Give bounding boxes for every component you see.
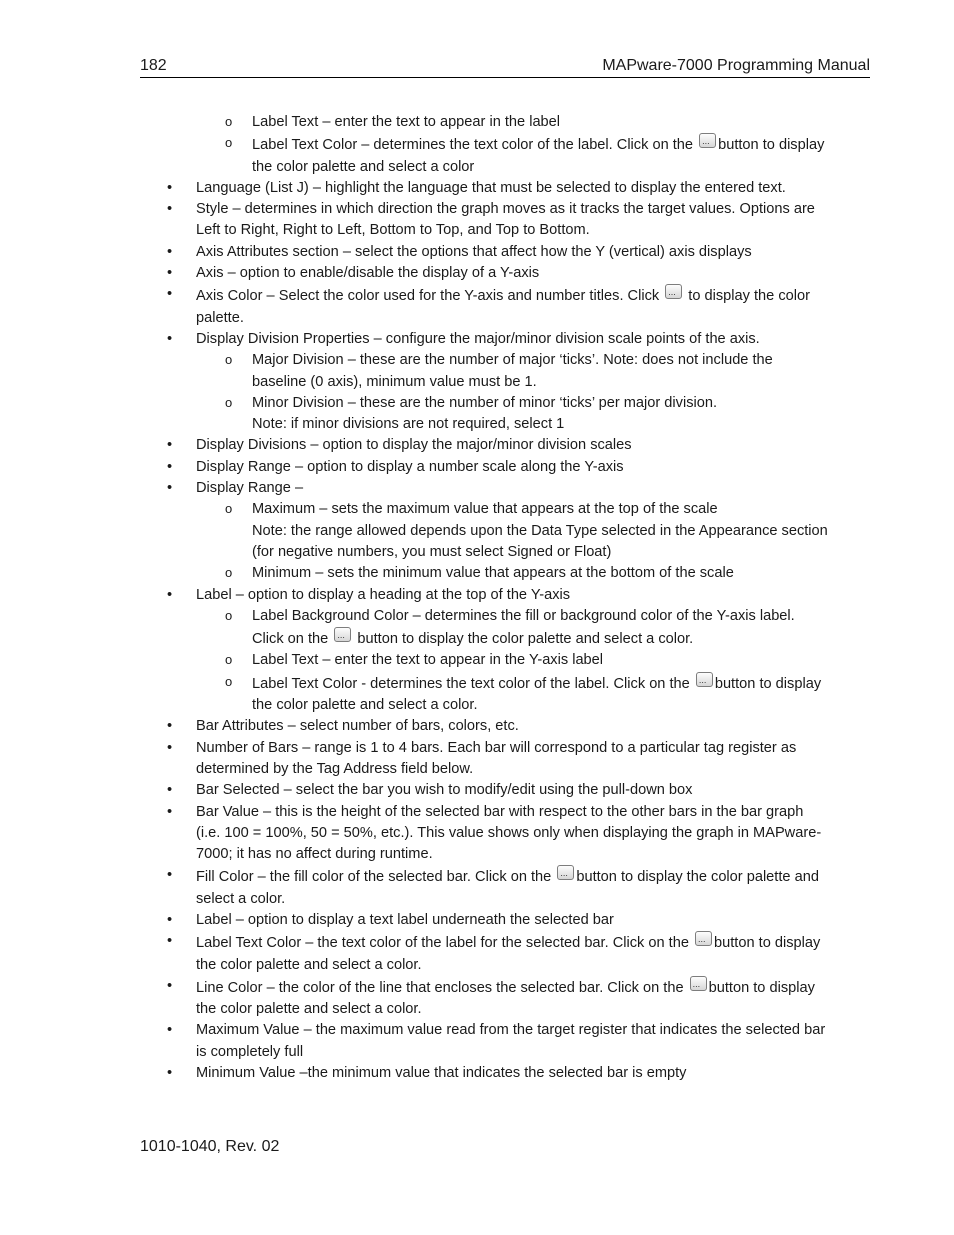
bullet-item [140,478,830,499]
item-text: Label – option to display a text label underneath the selected bar [196,911,614,928]
item-text: Axis Color – Select the color used for the Y-axis and number titles. Click [196,288,664,305]
bullet-item [140,976,830,1021]
item-text: Maximum Value – the maximum value read from the target register that indicates the selected bar is completely full [196,1022,826,1060]
ellipsis-button-icon [699,133,716,148]
sub-bullet-item [140,499,830,563]
item-text: Minimum Value –the minimum value that indicates the selected bar is empty [196,1065,687,1082]
manual-title: MAPware-7000 Programming Manual [602,57,870,74]
item-text: Major Division – these are the number of major ‘ticks’. Note: does not include the baseline (0 axis), minimum value must be 1. [252,352,773,390]
page-footer [140,1136,279,1158]
item-text: Maximum – sets the maximum value that appears at the top of the scale [252,501,718,518]
item-text: Display Range – option to display a number scale along the Y-axis [196,458,624,475]
bullet-item [140,780,830,801]
item-text: button to display the color palette and select a color. [353,631,694,648]
body-content [140,112,830,1084]
item-text: Label Text – enter the text to appear in the Y-axis label [252,652,604,669]
bullet-item [140,910,830,931]
bullet-item [140,1020,830,1063]
item-text: Note: if minor divisions are not required, select 1 [252,416,565,433]
item-text: to display the color palette. [196,288,810,326]
bullet-item [140,738,830,781]
item-text: Minor Division – these are the number of minor ‘ticks’ per major division. [252,394,718,411]
item-text: Display Range – [196,480,304,497]
ellipsis-button-icon [334,627,351,642]
item-text: Axis – option to enable/disable the display of a Y-axis [196,265,540,282]
item-text: button to display the color palette and select a color. [196,935,821,973]
bullet-item [140,284,830,329]
item-text: button to display the color palette and select a color. [252,675,822,714]
item-text: Style – determines in which direction the graph moves as it tracks the target values. Options are Left to Right, Right to Left, Bottom to Top, and Top to Bottom. [196,201,815,239]
bullet-item [140,263,830,284]
ellipsis-button-icon [696,672,713,687]
bullet-item [140,585,830,606]
item-text: Bar Attributes – select number of bars, colors, etc. [196,718,519,735]
bullet-item [140,865,830,910]
page-number: 182 [140,57,167,74]
sub-bullet-item [140,350,830,393]
bullet-item [140,199,830,242]
item-text: Label – option to display a heading at the top of the Y-axis [196,586,571,603]
item-text: Minimum – sets the minimum value that appears at the bottom of the scale [252,565,734,582]
item-text: Number of Bars – range is 1 to 4 bars. Each bar will correspond to a particular tag register as determined by the Tag Address field below. [196,739,797,777]
bullet-item [140,931,830,976]
sub-bullet-item [140,112,830,133]
document-number: 1010-1040, Rev. 02 [140,1138,280,1155]
item-text: Axis Attributes section – select the options that affect how the Y (vertical) axis displays [196,243,752,260]
item-text: Fill Color – the fill color of the selected bar. Click on the [196,869,556,886]
bullet-item [140,435,830,456]
ellipsis-button-icon [665,284,682,299]
bullet-item [140,457,830,478]
item-text: Label Background Color – determines the fill or background color of the Y-axis label. Click on the [252,607,795,648]
item-text: Display Division Properties – configure the major/minor division scale points of the axis. [196,330,760,347]
item-text: button to display the color palette and select a color. [196,869,819,907]
item-text: Note: the range allowed depends upon the Data Type selected in the Appearance section (for negative numbers, you must select Signed or Float) [252,522,828,560]
ellipsis-button-icon [690,976,707,991]
item-text: Bar Selected – select the bar you wish to modify/edit using the pull-down box [196,782,693,799]
sub-bullet-item [140,606,830,651]
item-text: Display Divisions – option to display the major/minor division scales [196,437,632,454]
bullet-item [140,329,830,350]
item-text: Language (List J) – highlight the language that must be selected to display the entered text. [196,179,786,196]
item-text: Label Text Color – determines the text color of the label. Click on the [252,137,698,154]
item-text: Label Text Color - determines the text color of the label. Click on the [252,675,694,692]
item-text: Label Text Color – the text color of the label for the selected bar. Click on the [196,935,694,952]
sub-bullet-item [140,393,830,436]
page-header [140,56,870,78]
item-text: Label Text – enter the text to appear in the label [252,114,561,130]
ellipsis-button-icon [557,865,574,880]
sub-bullet-item [140,563,830,584]
bullet-item [140,178,830,199]
bullet-item [140,242,830,263]
item-text: button to display the color palette and select a color [252,137,825,175]
ellipsis-button-icon [695,931,712,946]
bullet-item [140,802,830,866]
sub-bullet-item [140,672,830,717]
item-text: Bar Value – this is the height of the selected bar with respect to the other bars in the bar graph (i.e. 100 = 100%, 50 = 50%, etc.). This value shows only when displaying the graph in MAPware-7000; it has no affect during runtime. [196,803,822,863]
bullet-item [140,1063,830,1084]
sub-bullet-item [140,650,830,671]
bullet-item [140,716,830,737]
sub-bullet-item [140,133,830,178]
item-text: button to display the color palette and select a color. [196,979,815,1018]
item-text: Line Color – the color of the line that encloses the selected bar. Click on the [196,979,688,996]
